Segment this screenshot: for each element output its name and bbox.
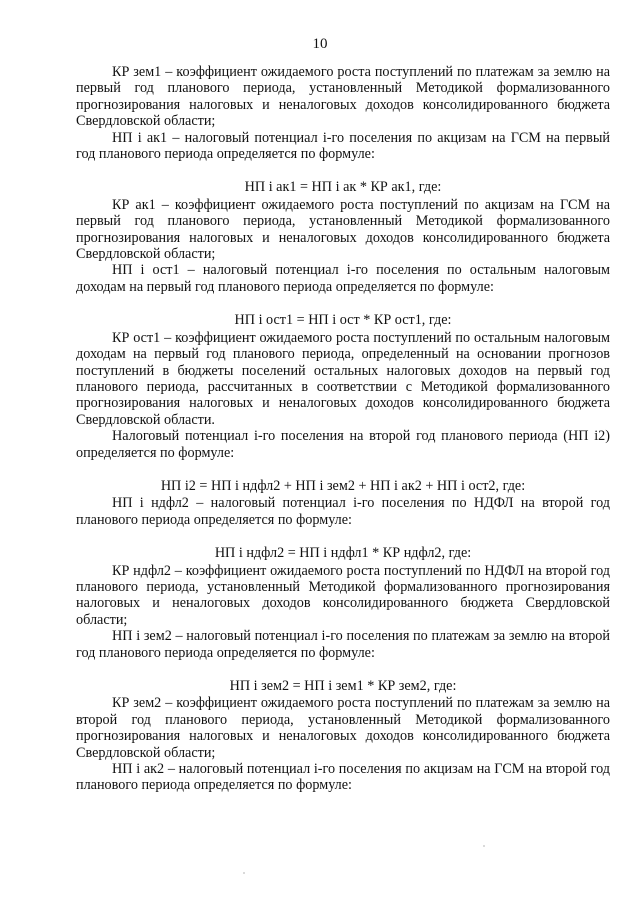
formula-np-ost1: НП i ост1 = НП i ост * КР ост1, где: (234, 312, 452, 329)
paragraph-np-ndfl2: НП i ндфл2 – налоговый потенциал i-го поселения по НДФЛ на второй год планового периода определяется по формуле: (76, 495, 610, 528)
paragraph-kr-ak1: КР ак1 – коэффициент ожидаемого роста поступлений по акцизам на ГСМ на первый год планового периода, установленный Методикой формализованного прогнозирования налоговых и неналоговых доходов консолидированного бюджета Свердловской области; (76, 196, 610, 263)
paragraph-np-ost1: НП i ост1 – налоговый потенциал i-го поселения по остальным налоговым доходам на первый год планового периода определяется по формуле: (76, 262, 610, 295)
document-body (76, 64, 610, 794)
paragraph-kr-ost1: КР ост1 – коэффициент ожидаемого роста поступлений по остальным налоговым доходам на первый год планового периода, определенный на основании прогнозов поступлений в бюджеты поселений остальных налоговых доходов на первый год планового периода, рассчитанных в соответствии с Методикой формализованного прогнозирования налоговых и неналоговых доходов консолидированного бюджета Свердловской области. (76, 329, 610, 428)
scan-speck (243, 872, 245, 874)
paragraph-np-zem2: НП i зем2 – налоговый потенциал i-го поселения по платежам за землю на второй год планового периода определяется по формуле: (76, 628, 610, 661)
formula-np-i2: НП i2 = НП i ндфл2 + НП i зем2 + НП i ак2 + НП i ост2, где: (160, 477, 526, 494)
paragraph-kr-ndfl2: КР ндфл2 – коэффициент ожидаемого роста поступлений по НДФЛ на второй год планового периода, установленный Методикой формализованного прогнозирования налоговых и неналоговых доходов консолидированного бюджета Свердловской области; (76, 562, 610, 628)
scan-speck (483, 845, 485, 847)
page-number: 10 (312, 36, 328, 52)
formula-np-ak1: НП i ак1 = НП i ак * КР ак1, где: (244, 179, 442, 196)
paragraph-np-i2: Налоговый потенциал i-го поселения на второй год планового периода (НП i2) определяется по формуле: (76, 428, 610, 461)
formula-np-ndfl2: НП i ндфл2 = НП i ндфл1 * КР ндфл2, где: (214, 545, 472, 562)
paragraph-np-ak1: НП i ак1 – налоговый потенциал i-го поселения по акцизам на ГСМ на первый год планового периода определяется по формуле: (76, 129, 610, 163)
paragraph-kr-zem2: КР зем2 – коэффициент ожидаемого роста поступлений по платежам за землю на второй год планового периода, установленный Методикой формализованного прогнозирования налоговых и неналоговых доходов консолидированного бюджета Свердловской области; (76, 695, 610, 761)
paragraph-np-ak2: НП i ак2 – налоговый потенциал i-го поселения по акцизам на ГСМ на второй год планового периода определяется по формуле: (76, 761, 610, 794)
formula-np-zem2: НП i зем2 = НП i зем1 * КР зем2, где: (229, 678, 457, 694)
paragraph-kr-zem1: КР зем1 – коэффициент ожидаемого роста поступлений по платежам за землю на первый год планового периода, установленный Методикой формализованного прогнозирования налоговых и неналоговых доходов консолидированного бюджета Свердловской области; (76, 64, 610, 130)
